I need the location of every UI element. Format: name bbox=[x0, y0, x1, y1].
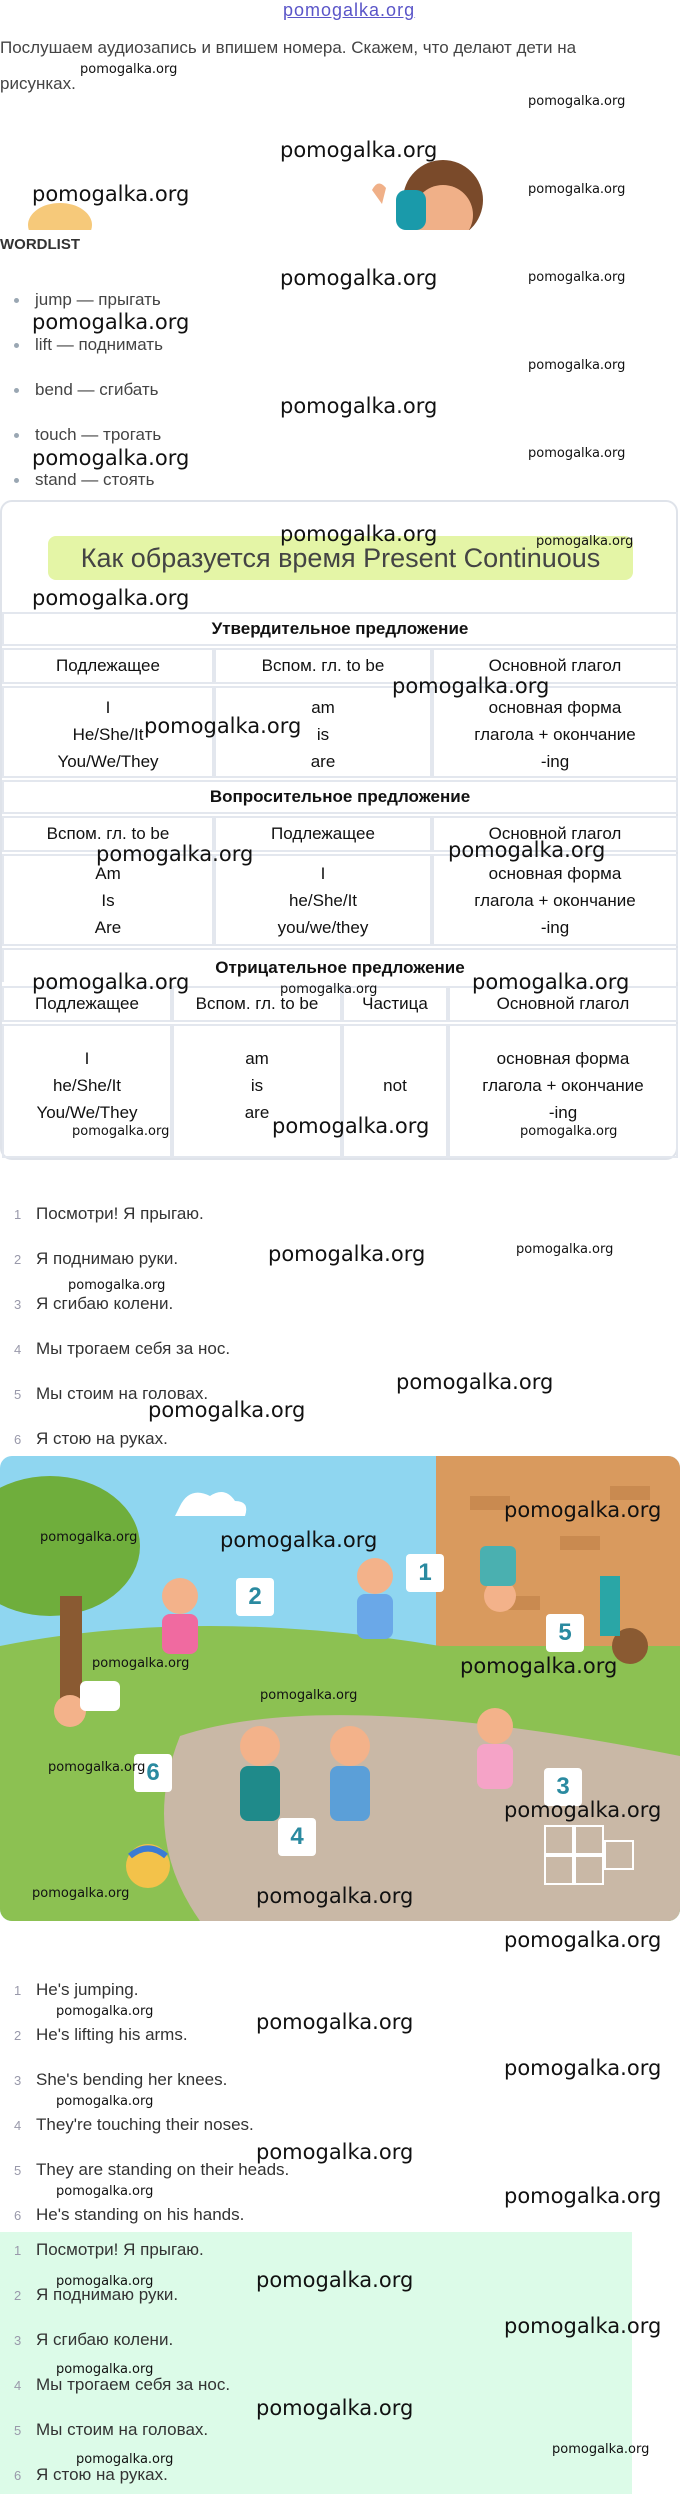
wordlist-item bbox=[14, 335, 163, 355]
watermark: pomogalka.org bbox=[92, 1656, 190, 1671]
watermark: pomogalka.org bbox=[56, 2184, 154, 2199]
watermark: pomogalka.org bbox=[32, 586, 190, 610]
table-header: Основной глагол bbox=[448, 986, 678, 1022]
bullet-icon bbox=[14, 388, 19, 393]
table-header: Подлежащее bbox=[2, 986, 172, 1022]
item-number: 6 bbox=[14, 1432, 22, 1447]
item-number: 2 bbox=[14, 1252, 22, 1267]
particle: not bbox=[383, 1076, 407, 1095]
main-verb: глагола + окончание bbox=[474, 891, 636, 910]
item-number: 3 bbox=[14, 2073, 22, 2088]
wordlist-item-text: jump — прыгать bbox=[35, 290, 161, 309]
watermark: pomogalka.org bbox=[96, 842, 254, 866]
table-header: Частица bbox=[342, 986, 448, 1022]
item-number: 4 bbox=[14, 1342, 22, 1357]
wordlist-title: WORDLIST bbox=[0, 236, 80, 253]
watermark: pomogalka.org bbox=[504, 2184, 662, 2208]
watermark: pomogalka.org bbox=[32, 446, 190, 470]
watermark: pomogalka.org bbox=[460, 1654, 618, 1678]
table-header: Вспом. гл. to be bbox=[214, 648, 432, 684]
main-verb: основная форма bbox=[488, 698, 622, 717]
list-item: Я стою на руках. bbox=[36, 2465, 168, 2484]
negative-heading: Отрицательное предложение bbox=[2, 948, 678, 982]
watermark: pomogalka.org bbox=[256, 2010, 414, 2034]
item-number: 5 bbox=[14, 2423, 22, 2438]
table-cell bbox=[432, 854, 678, 946]
watermark: pomogalka.org bbox=[56, 2362, 154, 2377]
watermark: pomogalka.org bbox=[256, 2268, 414, 2292]
watermark: pomogalka.org bbox=[68, 1278, 166, 1293]
subject: I bbox=[105, 698, 111, 717]
wordlist-item bbox=[14, 425, 161, 445]
list-item: Я сгибаю колени. bbox=[36, 1294, 174, 1313]
list-item: Мы трогаем себя за нос. bbox=[36, 2375, 231, 2394]
aux-verb: am bbox=[245, 1049, 269, 1068]
watermark: pomogalka.org bbox=[80, 62, 178, 77]
wordlist-item-text: touch — трогать bbox=[35, 425, 162, 444]
list-item: He's lifting his arms. bbox=[36, 2025, 188, 2044]
subject: I bbox=[84, 1049, 90, 1068]
watermark: pomogalka.org bbox=[396, 1370, 554, 1394]
watermark: pomogalka.org bbox=[504, 2056, 662, 2080]
watermark: pomogalka.org bbox=[144, 714, 302, 738]
watermark: pomogalka.org bbox=[40, 1530, 138, 1545]
scene-number-badge: 2 bbox=[236, 1578, 274, 1616]
aux-verb: is bbox=[316, 725, 330, 744]
site-logo[interactable]: pomogalka.org bbox=[283, 0, 416, 20]
item-number: 5 bbox=[14, 2163, 22, 2178]
aux-verb: are bbox=[310, 752, 336, 771]
list-item: He's jumping. bbox=[36, 1980, 139, 1999]
watermark: pomogalka.org bbox=[448, 838, 606, 862]
aux-verb: is bbox=[250, 1076, 264, 1095]
watermark: pomogalka.org bbox=[256, 1884, 414, 1908]
watermark: pomogalka.org bbox=[472, 970, 630, 994]
watermark: pomogalka.org bbox=[280, 394, 438, 418]
bullet-icon bbox=[14, 298, 19, 303]
table-header: Вспом. гл. to be bbox=[2, 816, 214, 852]
watermark: pomogalka.org bbox=[268, 1242, 426, 1266]
watermark: pomogalka.org bbox=[536, 534, 634, 549]
main-verb: глагола + окончание bbox=[482, 1076, 644, 1095]
subject: you/we/they bbox=[277, 918, 369, 937]
watermark: pomogalka.org bbox=[280, 266, 438, 290]
question-heading: Вопросительное предложение bbox=[2, 780, 678, 814]
main-verb: глагола + окончание bbox=[474, 725, 636, 744]
subject: You/We/They bbox=[57, 752, 159, 771]
scene-number-badge: 6 bbox=[134, 1754, 172, 1792]
watermark: pomogalka.org bbox=[32, 1886, 130, 1901]
item-number: 3 bbox=[14, 2333, 22, 2348]
table-header: Основной глагол bbox=[432, 648, 678, 684]
item-number: 6 bbox=[14, 2468, 22, 2483]
table-cell bbox=[214, 854, 432, 946]
main-verb: основная форма bbox=[496, 1049, 630, 1068]
watermark: pomogalka.org bbox=[48, 1760, 146, 1775]
subject: he/She/It bbox=[288, 891, 358, 910]
list-item: He's standing on his hands. bbox=[36, 2205, 245, 2224]
bullet-icon bbox=[14, 433, 19, 438]
aux-verb: Are bbox=[94, 918, 122, 937]
wordlist-item bbox=[14, 380, 159, 400]
watermark: pomogalka.org bbox=[56, 2094, 154, 2109]
item-number: 4 bbox=[14, 2378, 22, 2393]
watermark: pomogalka.org bbox=[76, 2452, 174, 2467]
aux-verb: Am bbox=[95, 864, 121, 883]
wordlist-item-text: lift — поднимать bbox=[35, 335, 163, 354]
table-header: Подлежащее bbox=[2, 648, 214, 684]
watermark: pomogalka.org bbox=[220, 1528, 378, 1552]
list-item: Мы стоим на головах. bbox=[36, 2420, 209, 2439]
watermark: pomogalka.org bbox=[528, 182, 626, 197]
main-verb: -ing bbox=[548, 1103, 578, 1122]
aux-verb: are bbox=[244, 1103, 270, 1122]
list-item: Я сгибаю колени. bbox=[36, 2330, 174, 2349]
aux-verb: am bbox=[311, 698, 335, 717]
intro-text: Послушаем аудиозапись и впишем номера. Скажем, что делают дети на рисунках. bbox=[0, 38, 577, 93]
subject: He/She/It bbox=[72, 725, 144, 744]
watermark: pomogalka.org bbox=[392, 674, 550, 698]
watermark: pomogalka.org bbox=[528, 270, 626, 285]
list-item: Посмотри! Я прыгаю. bbox=[36, 1204, 204, 1223]
subject: I bbox=[320, 864, 326, 883]
list-item: Мы трогаем себя за нос. bbox=[36, 1339, 231, 1358]
bullet-icon bbox=[14, 343, 19, 348]
watermark: pomogalka.org bbox=[280, 522, 438, 546]
watermark: pomogalka.org bbox=[504, 1928, 662, 1952]
list-item: Посмотри! Я прыгаю. bbox=[36, 2240, 204, 2259]
item-number: 6 bbox=[14, 2208, 22, 2223]
watermark: pomogalka.org bbox=[56, 2004, 154, 2019]
item-number: 2 bbox=[14, 2028, 22, 2043]
affirmative-heading: Утвердительное предложение bbox=[2, 612, 678, 646]
scene-number-badge: 1 bbox=[406, 1554, 444, 1592]
list-item: Мы стоим на головах. bbox=[36, 1384, 209, 1403]
watermark: pomogalka.org bbox=[32, 182, 190, 206]
bullet-icon bbox=[14, 478, 19, 483]
list-item: Я поднимаю руки. bbox=[36, 1249, 179, 1268]
list-item: Я поднимаю руки. bbox=[36, 2285, 179, 2304]
watermark: pomogalka.org bbox=[256, 2396, 414, 2420]
watermark: pomogalka.org bbox=[32, 970, 190, 994]
subject: You/We/They bbox=[36, 1103, 138, 1122]
list-item: Я стою на руках. bbox=[36, 1429, 168, 1448]
watermark: pomogalka.org bbox=[504, 1498, 662, 1522]
watermark: pomogalka.org bbox=[260, 1688, 358, 1703]
watermark: pomogalka.org bbox=[148, 1398, 306, 1422]
watermark: pomogalka.org bbox=[528, 358, 626, 373]
main-verb: -ing bbox=[540, 752, 570, 771]
table-header: Подлежащее bbox=[214, 816, 432, 852]
scene-number-badge: 3 bbox=[544, 1768, 582, 1806]
item-number: 5 bbox=[14, 1387, 22, 1402]
table-header: Вспом. гл. to be bbox=[172, 986, 342, 1022]
item-number: 1 bbox=[14, 2243, 22, 2258]
wordlist-item-text: stand — стоять bbox=[35, 470, 155, 489]
main-verb: -ing bbox=[540, 918, 570, 937]
watermark: pomogalka.org bbox=[552, 2442, 650, 2457]
watermark: pomogalka.org bbox=[504, 2314, 662, 2338]
watermark: pomogalka.org bbox=[528, 446, 626, 461]
item-number: 4 bbox=[14, 2118, 22, 2133]
watermark: pomogalka.org bbox=[528, 94, 626, 109]
watermark: pomogalka.org bbox=[520, 1124, 618, 1139]
watermark: pomogalka.org bbox=[256, 2140, 414, 2164]
watermark: pomogalka.org bbox=[280, 982, 378, 997]
grammar-title: Как образуется время Present Continuous bbox=[48, 536, 633, 580]
list-item: They're touching their noses. bbox=[36, 2115, 254, 2134]
watermark: pomogalka.org bbox=[32, 310, 190, 334]
watermark: pomogalka.org bbox=[272, 1114, 430, 1138]
scene-number-badge: 4 bbox=[278, 1818, 316, 1856]
wordlist-item-text: bend — сгибать bbox=[35, 380, 159, 399]
list-item: She's bending her knees. bbox=[36, 2070, 228, 2089]
watermark: pomogalka.org bbox=[280, 138, 438, 162]
watermark: pomogalka.org bbox=[516, 1242, 614, 1257]
item-number: 1 bbox=[14, 1207, 22, 1222]
wordlist-item bbox=[14, 290, 161, 310]
item-number: 3 bbox=[14, 1297, 22, 1312]
watermark: pomogalka.org bbox=[56, 2274, 154, 2289]
main-verb: основная форма bbox=[488, 864, 622, 883]
table-header: Основной глагол bbox=[432, 816, 678, 852]
subject: he/She/It bbox=[52, 1076, 122, 1095]
scene-number-badge: 5 bbox=[546, 1614, 584, 1652]
item-number: 2 bbox=[14, 2288, 22, 2303]
aux-verb: Is bbox=[101, 891, 115, 910]
item-number: 1 bbox=[14, 1983, 22, 1998]
list-item: They are standing on their heads. bbox=[36, 2160, 290, 2179]
watermark: pomogalka.org bbox=[504, 1798, 662, 1822]
wordlist-item bbox=[14, 470, 154, 490]
table-cell bbox=[432, 686, 678, 778]
table-cell bbox=[2, 854, 214, 946]
watermark: pomogalka.org bbox=[72, 1124, 170, 1139]
